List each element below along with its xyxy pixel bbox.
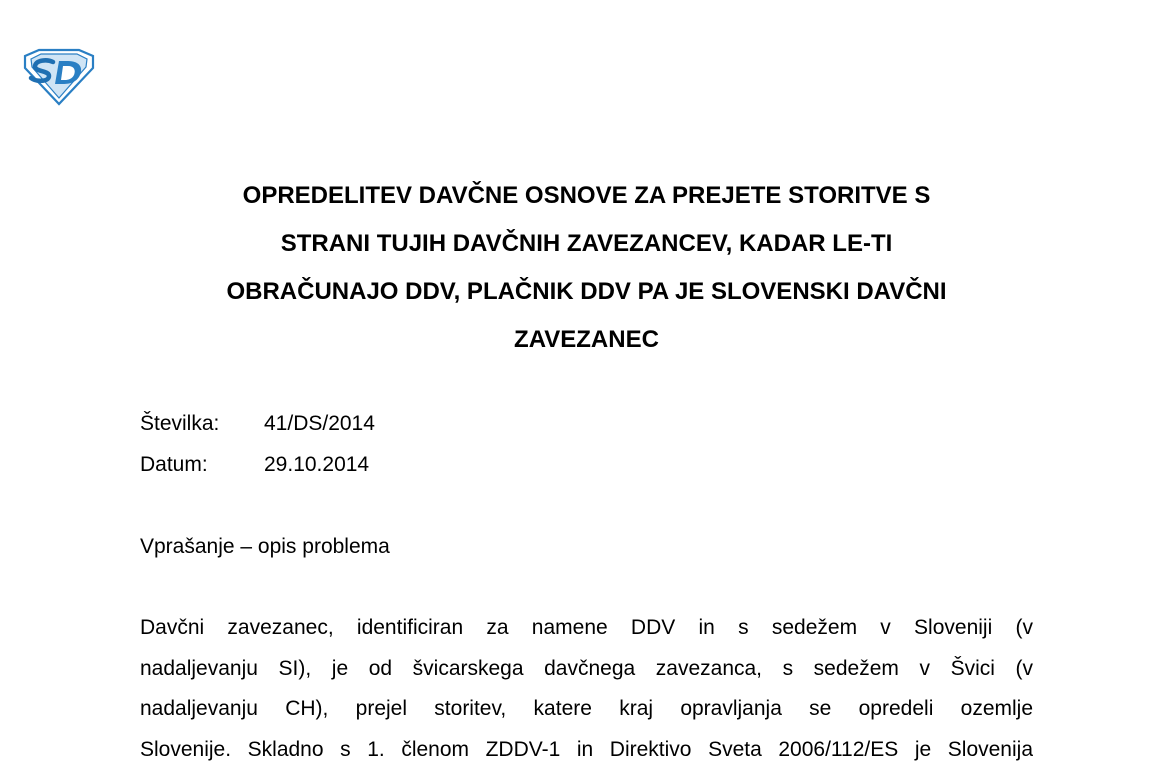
number-label: Številka: (140, 403, 264, 444)
document-title (140, 172, 1033, 364)
title-line: STRANI TUJIH DAVČNIH ZAVEZANCEV, KADAR LE-TI (140, 220, 1033, 268)
body-line: Davčni zavezanec, identificiran za namene DDV in s sedežem v Sloveniji (v (140, 608, 1033, 649)
company-logo (22, 48, 96, 106)
body-line: nadaljevanju SI), je od švicarskega davčnega zavezanca, s sedežem v Švici (v (140, 649, 1033, 690)
date-label: Datum: (140, 444, 264, 485)
title-line: OPREDELITEV DAVČNE OSNOVE ZA PREJETE STORITVE S (140, 172, 1033, 220)
number-value: 41/DS/2014 (264, 403, 375, 444)
body-paragraph (140, 608, 1033, 770)
body-line: Slovenije. Skladno s 1. členom ZDDV-1 in Direktivo Sveta 2006/112/ES je Slovenija (140, 730, 1033, 770)
sd-shield-logo-icon (22, 48, 96, 106)
date-value: 29.10.2014 (264, 444, 369, 485)
question-heading: Vprašanje – opis problema (140, 526, 390, 567)
title-line: ZAVEZANEC (140, 316, 1033, 364)
document-meta (140, 403, 375, 485)
number-row (140, 403, 375, 444)
title-line: OBRAČUNAJO DDV, PLAČNIK DDV PA JE SLOVENSKI DAVČNI (140, 268, 1033, 316)
body-line: nadaljevanju CH), prejel storitev, katere kraj opravljanja se opredeli ozemlje (140, 689, 1033, 730)
date-row (140, 444, 375, 485)
